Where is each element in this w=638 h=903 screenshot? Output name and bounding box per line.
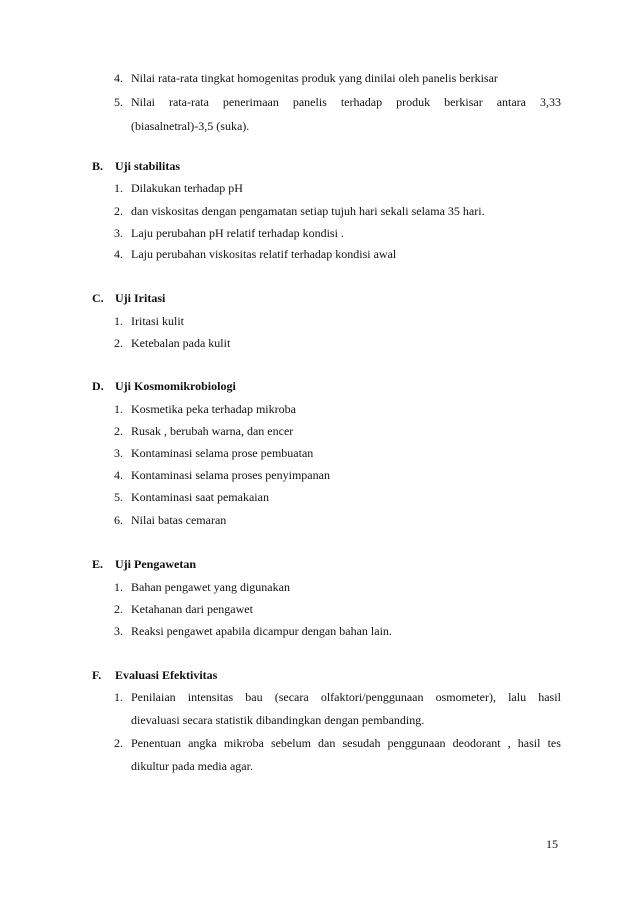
item-text: Dilakukan terhadap pH xyxy=(131,181,243,195)
item-text: Ketahanan dari pengawet xyxy=(131,602,253,616)
item-number: 1. xyxy=(114,181,123,195)
word: intensitas xyxy=(187,690,234,704)
word: osmometer), xyxy=(435,690,496,704)
item-number: 1. xyxy=(114,314,123,328)
word: lalu xyxy=(508,690,527,704)
word: sesudah xyxy=(342,736,381,750)
word: mikroba xyxy=(223,736,264,750)
item-number: 2. xyxy=(114,602,123,616)
item-text: dikultur pada media agar. xyxy=(131,759,253,773)
item-text: Laju perubahan viskositas relatif terhadap kondisi awal xyxy=(131,247,397,261)
item-text: Kosmetika peka terhadap mikroba xyxy=(131,402,296,416)
word: Nilai xyxy=(131,95,155,109)
item-number: 4. xyxy=(114,71,123,85)
word: (secara xyxy=(274,690,309,704)
section-title: Evaluasi Efektivitas xyxy=(115,668,218,682)
word: hasil xyxy=(538,690,561,704)
item-number: 6. xyxy=(114,513,123,527)
word: olfaktori/penggunaan xyxy=(320,690,424,704)
section-letter: E. xyxy=(92,557,104,571)
item-text: Nilai batas cemaran xyxy=(131,513,227,527)
item-number: 5. xyxy=(114,95,123,109)
word: panelis xyxy=(292,95,327,109)
section-title: Uji Pengawetan xyxy=(115,557,196,571)
word: terhadap xyxy=(340,95,383,109)
justified-line xyxy=(131,689,561,705)
section-letter: F. xyxy=(92,668,102,682)
word: tes xyxy=(547,736,561,750)
word: angka xyxy=(188,736,217,750)
item-number: 2. xyxy=(114,424,123,438)
item-text: Kontaminasi saat pemakaian xyxy=(131,490,269,504)
page-number: 15 xyxy=(546,837,558,851)
word: 3,33 xyxy=(539,95,561,109)
item-number: 3. xyxy=(114,446,123,460)
item-text: dan viskositas dengan pengamatan setiap tujuh hari sekali selama 35 hari. xyxy=(131,204,485,218)
item-text: Nilai rata-rata tingkat homogenitas produk yang dinilai oleh panelis berkisar xyxy=(131,71,498,85)
item-number: 4. xyxy=(114,247,123,261)
item-number: 1. xyxy=(114,690,123,704)
word: hasil xyxy=(517,736,541,750)
word: berkisar xyxy=(444,95,483,109)
word: sebelum xyxy=(270,736,311,750)
item-number: 3. xyxy=(114,624,123,638)
item-text: Kontaminasi selama prose pembuatan xyxy=(131,446,314,460)
word: produk xyxy=(396,95,431,109)
section-letter: D. xyxy=(92,379,104,393)
item-number: 4. xyxy=(114,468,123,482)
item-number: 1. xyxy=(114,580,123,594)
word: penerimaan xyxy=(222,95,279,109)
item-text: dievaluasi secara statistik dibandingkan dengan pembanding. xyxy=(131,713,425,727)
word: rata-rata xyxy=(168,95,209,109)
section-title: Uji Kosmomikrobiologi xyxy=(115,379,236,393)
item-number: 2. xyxy=(114,336,123,350)
item-text: Bahan pengawet yang digunakan xyxy=(131,580,290,594)
item-text: Ketebalan pada kulit xyxy=(131,336,231,350)
item-text: Rusak , berubah warna, dan encer xyxy=(131,424,294,438)
item-text: Kontaminasi selama proses penyimpanan xyxy=(131,468,330,482)
word: Penilaian xyxy=(131,690,176,704)
justified-line xyxy=(131,94,561,110)
word: bau xyxy=(245,690,263,704)
section-letter: B. xyxy=(92,159,104,173)
item-number: 5. xyxy=(114,490,123,504)
word: antara xyxy=(496,95,526,109)
item-number: 1. xyxy=(114,402,123,416)
item-number: 2. xyxy=(114,736,123,750)
section-title: Uji Iritasi xyxy=(115,291,166,305)
section-letter: C. xyxy=(92,291,104,305)
item-text: Laju perubahan pH relatif terhadap kondisi . xyxy=(131,226,344,240)
item-text: Iritasi kulit xyxy=(131,314,184,328)
item-text: Reaksi pengawet apabila dicampur dengan bahan lain. xyxy=(131,624,392,638)
item-number: 2. xyxy=(114,204,123,218)
word: dan xyxy=(318,736,336,750)
word: Penentuan xyxy=(131,736,181,750)
item-number: 3. xyxy=(114,226,123,240)
word: , xyxy=(507,736,511,750)
item-text: (biasalnetral)-3,5 (suka). xyxy=(131,119,250,133)
word: deodorant xyxy=(452,736,501,750)
section-title: Uji stabilitas xyxy=(115,159,181,173)
word: penggunaan xyxy=(387,736,446,750)
justified-line xyxy=(131,735,561,751)
